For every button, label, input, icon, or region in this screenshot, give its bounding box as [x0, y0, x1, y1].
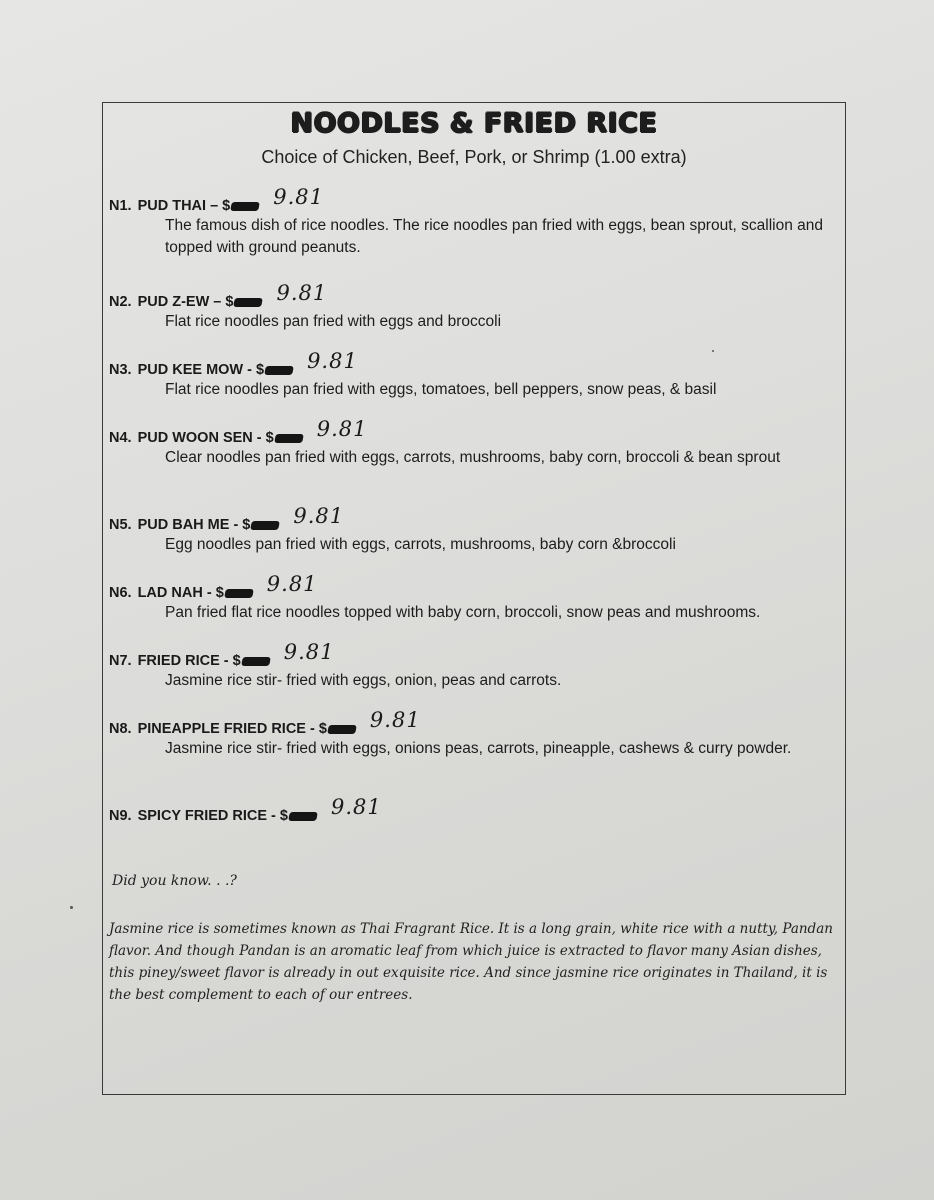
menu-item-heading	[109, 640, 835, 670]
item-description: Jasmine rice stir- fried with eggs, onions peas, carrots, pineapple, cashews & curry powder.	[165, 740, 792, 757]
item-description: Egg noodles pan fried with eggs, carrots, mushrooms, baby corn &broccoli	[165, 536, 676, 553]
item-code: N5.	[109, 517, 132, 533]
item-code: N4.	[109, 430, 132, 446]
item-name: SPICY FRIED RICE - $	[137, 808, 288, 824]
crossed-out-price	[327, 725, 357, 734]
item-description: Jasmine rice stir- fried with eggs, onion, peas and carrots.	[165, 672, 562, 689]
menu-item	[109, 281, 835, 333]
menu-item	[109, 185, 835, 259]
item-code: N1.	[109, 198, 132, 214]
item-code: N2.	[109, 294, 132, 310]
handwritten-price: 9.81	[266, 572, 318, 596]
crossed-out-price	[224, 589, 254, 598]
handwritten-price: 9.81	[316, 417, 368, 441]
item-code: N6.	[109, 585, 132, 601]
handwritten-price: 9.81	[307, 349, 358, 373]
crossed-out-price	[251, 521, 281, 530]
handwritten-price: 9.81	[369, 708, 421, 732]
item-code: N8.	[109, 721, 132, 737]
crossed-out-price	[274, 434, 304, 443]
menu-item-heading	[109, 417, 835, 447]
item-name: PUD BAH ME - $	[137, 517, 251, 533]
item-name: PUD Z-EW – $	[137, 294, 234, 310]
menu-subtitle: Choice of Chicken, Beef, Pork, or Shrimp (1.00 extra)	[261, 147, 687, 167]
paper-speck	[70, 906, 73, 909]
menu-item-heading	[109, 795, 835, 825]
menu-item-heading	[109, 281, 835, 311]
menu-item	[109, 640, 835, 692]
menu-item	[109, 504, 835, 556]
menu-item-heading	[109, 185, 835, 215]
item-name: FRIED RICE - $	[137, 653, 241, 669]
item-name: PUD WOON SEN - $	[137, 430, 274, 446]
menu-item	[109, 795, 835, 825]
crossed-out-price	[234, 298, 264, 307]
item-name: PUD THAI – $	[137, 198, 231, 214]
item-description: Flat rice noodles pan fried with eggs and broccoli	[165, 313, 502, 330]
menu-item-heading	[109, 504, 835, 534]
handwritten-price: 9.81	[283, 640, 335, 664]
item-name: PINEAPPLE FRIED RICE - $	[137, 721, 327, 737]
menu-item	[109, 708, 835, 760]
menu-item-heading	[109, 572, 835, 602]
menu-item	[109, 572, 835, 624]
item-description: Clear noodles pan fried with eggs, carrots, mushrooms, baby corn, broccoli & bean sprout	[165, 449, 781, 466]
item-name: LAD NAH - $	[137, 585, 224, 601]
crossed-out-price	[230, 202, 260, 211]
did-you-know-heading: Did you know. . .?	[112, 873, 237, 889]
menu-title: NOODLES & FRIED RICE	[290, 108, 658, 139]
handwritten-price: 9.81	[293, 504, 345, 528]
item-code: N7.	[109, 653, 132, 669]
crossed-out-price	[241, 657, 271, 666]
paper-speck	[712, 350, 714, 352]
menu-item	[109, 417, 835, 469]
menu-item-heading	[109, 708, 835, 738]
menu-item-heading	[109, 349, 835, 379]
item-description: Flat rice noodles pan fried with eggs, tomatoes, bell peppers, snow peas, & basil	[165, 381, 717, 398]
handwritten-price: 9.81	[276, 281, 328, 305]
item-code: N3.	[109, 362, 132, 378]
jasmine-rice-fact: Jasmine rice is sometimes known as Thai Fragrant Rice. It is a long grain, white rice with a nutty, Pandan flavor. And though Pandan is an aromatic leaf from which juice is extracted to flavor many Asian dishes, this piney/sweet flavor is already in out exquisite rice. And since jasmine rice originates in Thailand, it is the best complement to each of our entrees.	[109, 921, 833, 1003]
crossed-out-price	[264, 366, 294, 375]
crossed-out-price	[288, 812, 318, 821]
item-name: PUD KEE MOW - $	[137, 362, 265, 378]
handwritten-price: 9.81	[330, 795, 382, 819]
item-description: The famous dish of rice noodles. The rice noodles pan fried with eggs, bean sprout, scallion and topped with ground peanuts.	[165, 217, 823, 256]
item-description: Pan fried flat rice noodles topped with baby corn, broccoli, snow peas and mushrooms.	[165, 604, 761, 621]
item-code: N9.	[109, 808, 132, 824]
menu-item	[109, 349, 835, 401]
handwritten-price: 9.81	[273, 185, 325, 209]
menu-page	[102, 102, 846, 1095]
